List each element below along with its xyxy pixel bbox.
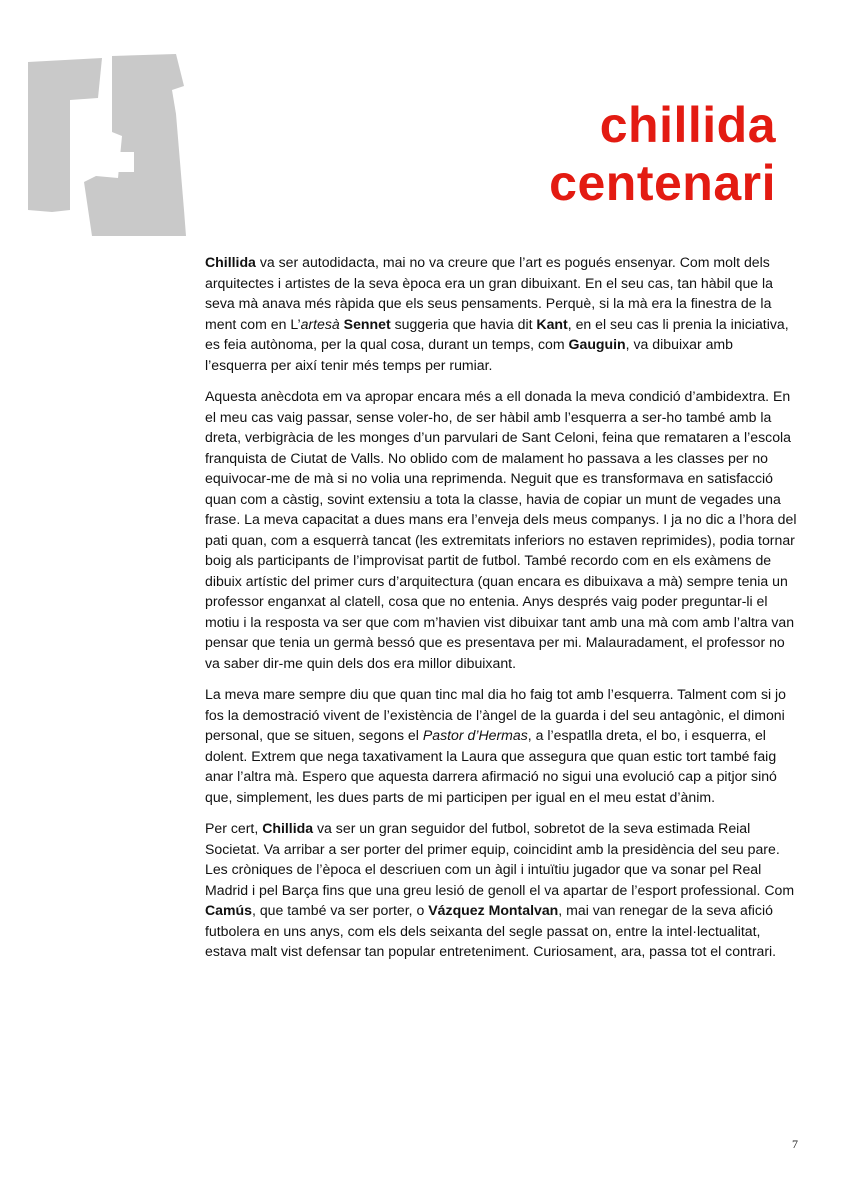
text-run: , en el seu cas li prenia la iniciativa, es feia autònoma, per la qual cosa, durant un temps, com	[205, 315, 789, 352]
text-run: , que també va ser porter, o	[252, 902, 429, 918]
paragraph	[205, 252, 798, 375]
paragraph	[205, 386, 798, 673]
italic-title: Pastor d’Hermas	[422, 727, 528, 743]
bold-name: Camús	[205, 902, 252, 918]
bold-name: Chillida	[205, 254, 256, 270]
page-title	[549, 96, 776, 212]
paragraph	[205, 684, 798, 807]
text-run: , mai van renegar de la seva afició futbolera en uns anys, com els dels seixanta del segle passat on, entre la intel·lectualitat, estava malt vist defensar tan popular entreteniment. Curiosament, ara, passa tot el contrari.	[205, 902, 777, 959]
text-run: va ser un gran seguidor del futbol, sobretot de la seva estimada Reial Societat. Va arribar a ser porter del primer equip, coincidint amb la presidència del seu pare. Les cròniques de l’època el descriuen com un àgil i intuïtiu jugador que va sonar pel Real Madrid i pel Barça fins que una greu lesió de genoll el va apartar de l’esport professional. Com	[205, 820, 795, 898]
text-run: suggeria que havia dit	[390, 315, 537, 332]
bold-name: Vázquez Montalvan	[428, 902, 559, 918]
italic-title: artesà	[300, 315, 340, 332]
bold-name: Gauguin	[568, 336, 626, 352]
chillida-centenari-logo-icon	[26, 50, 196, 240]
text-run: , va dibuixar amb l’esquerra per així tenir més temps per rumiar.	[205, 336, 733, 373]
text-run: Per cert,	[205, 820, 263, 836]
bold-name: Chillida	[262, 820, 314, 836]
text-run: , a l’espatlla dreta, el bo, i esquerra, el dolent. Extrem que nega taxativament la Laura que assegura que quan estic tort també faig anar l’altra mà. Espero que aquesta darrera afirmació no sigui una evolució cap a pitjor sinó que, simplement, les dues parts de mi participen per igual en el meu estat d’ànim.	[205, 727, 777, 805]
title-line-1: chillida	[599, 97, 776, 153]
bold-name: Kant	[536, 315, 568, 332]
bold-name: Sennet	[343, 315, 391, 332]
article-body	[205, 252, 798, 973]
logo	[26, 50, 196, 240]
text-run: Aquesta anècdota em va apropar encara més a ell donada la meva condició d’ambidextra. En el meu cas vaig passar, sense voler-ho, de ser hàbil amb l’esquerra a ser-ho també amb la dreta, verbigràcia de les monges d’un parvulari de Sant Celoni, feina que remataren a l’escola franquista de Ciutat de Valls. No oblido com de malament ho passava a les classes per no equivocar-me de mà si no volia una reprimenda. Neguit que es transformava en satisfacció quan com a càstig, sovint extensiu a tota la classe, havia de copiar un munt de vegades una frase. La meva capacitat a dues mans era l’enveja dels meus companys. I ja no dic a l’hora del pati quan, com a esquerrà tancat (les extremitats inferiors no estaven reprimides), podia tornar boig als participants de l’improvisat partit de futbol. També recordo com en els exàmens de dibuix artístic del primer curs d’arquitectura (quan encara es dibuixava a mà) sempre tenia un professor enganxat al clatell, cosa que no entenia. Anys després vaig poder preguntar-li el motiu i la resposta va ser que com m’havien vist dibuixar tant amb una mà com amb l’altra van pensar que tenia un germà bessó que es presentava per mi. Malauradament, el professor no va saber dir-me quin dels dos era millor dibuixant.	[205, 388, 797, 671]
page-number: 7	[792, 1137, 798, 1151]
text-run: La meva mare sempre diu que quan tinc mal dia ho faig tot amb l’esquerra. Talment com si jo fos la demostració vivent de l’existència de l’àngel de la guarda i del seu antagònic, el dimoni personal, que se situen, segons el	[205, 686, 787, 743]
text-run: va ser autodidacta, mai no va creure que l’art es pogués ensenyar. Com molt dels arquitectes i artistes de la seva època era un gran dibuixant. En el seu cas, tan hàbil que la seva mà anava més ràpida que els seus pensaments. Perquè, si la mà era la finestra de la ment com en L’	[205, 254, 774, 332]
paragraph	[205, 818, 798, 962]
title-line-2: centenari	[549, 155, 776, 211]
